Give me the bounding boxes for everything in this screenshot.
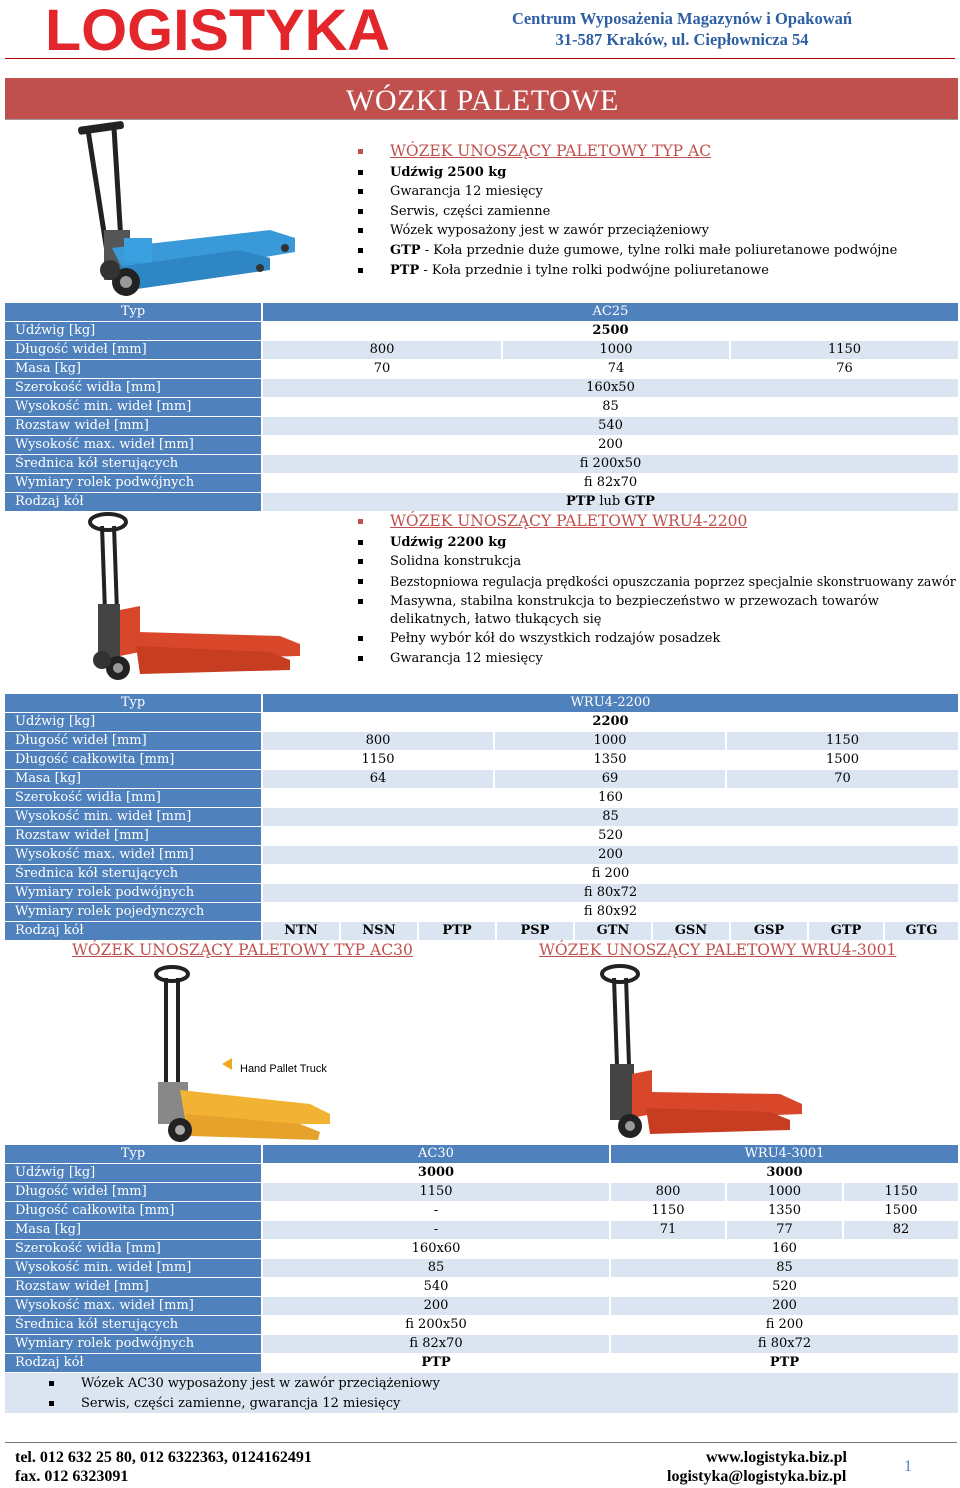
table-row — [5, 827, 958, 846]
table-row — [5, 1278, 958, 1297]
row-label: Rozstaw wideł [mm] — [5, 827, 261, 845]
table-row — [5, 455, 958, 474]
row-value: PTP — [769, 1355, 800, 1370]
row-label: Udźwig [kg] — [5, 1164, 261, 1182]
row-value: 71 — [611, 1221, 725, 1239]
table-row — [5, 922, 958, 941]
row-value: 64 — [263, 770, 493, 788]
row-value: - — [433, 1203, 439, 1218]
row-label: Wysokość max. wideł [mm] — [5, 846, 261, 864]
row-label: Masa [kg] — [5, 360, 261, 378]
row-label: Wysokość min. wideł [mm] — [5, 808, 261, 826]
table-row — [5, 770, 958, 789]
table-row — [5, 865, 958, 884]
row-value: 1150 — [651, 1203, 685, 1218]
row-value: WRU4-3001 — [611, 1145, 958, 1163]
footer-phone: tel. 012 632 25 80, 012 6322363, 0124162491 — [15, 1449, 312, 1466]
row-label: Rozstaw wideł [mm] — [5, 417, 261, 435]
row-label: Typ — [5, 694, 261, 712]
list-item: PTP - Koła przednie i tylne rolki podwójne poliuretanowe — [358, 261, 958, 281]
row-value: 1150 — [844, 1183, 958, 1201]
row-value: 200 — [263, 846, 958, 864]
row-value: AC30 — [263, 1145, 609, 1163]
row-value: PSP — [497, 922, 573, 940]
row-value: fi 200x50 — [405, 1317, 467, 1332]
page-number: 1 — [904, 1458, 912, 1475]
row-label: Wysokość min. wideł [mm] — [5, 398, 261, 416]
red-pallet-truck-3001-image — [580, 964, 810, 1146]
row-value: 160x50 — [263, 379, 958, 397]
table-row — [5, 884, 958, 903]
row-value: 85 — [602, 399, 619, 414]
row-label: Wysokość max. wideł [mm] — [5, 436, 261, 454]
row-value: 1500 — [825, 752, 860, 767]
row-label: Długość wideł [mm] — [5, 1183, 261, 1201]
row-label: Rodzaj kół — [5, 1354, 261, 1372]
row-value: 200 — [263, 1297, 609, 1315]
row-label: Udźwig [kg] — [5, 322, 261, 340]
svg-text:LOGISTYKA: LOGISTYKA — [45, 4, 390, 54]
footer-fax: fax. 012 6323091 — [15, 1468, 129, 1485]
row-value: 3000 — [766, 1165, 803, 1180]
notes-list — [49, 1374, 749, 1413]
row-value: NSN — [341, 922, 417, 940]
table-row — [5, 436, 958, 455]
row-value: 3000 — [417, 1165, 455, 1180]
row-value: fi 200 — [765, 1317, 804, 1332]
list-item: Serwis, części zamienne — [358, 202, 958, 222]
row-value: 800 — [611, 1183, 725, 1201]
row-value: fi 82x70 — [263, 1335, 609, 1353]
row-value: 2200 — [592, 714, 629, 729]
row-value: GSP — [731, 922, 807, 940]
table-row — [5, 1354, 958, 1373]
row-value: 69 — [495, 770, 725, 788]
row-value: NTN — [263, 922, 339, 940]
row-label: Długość całkowita [mm] — [5, 751, 261, 769]
table-row — [5, 1259, 958, 1278]
row-label: Wysokość min. wideł [mm] — [5, 1259, 261, 1277]
row-label: Długość wideł [mm] — [5, 732, 261, 750]
row-value: 1150 — [731, 341, 958, 359]
company-name: Centrum Wyposażenia Magazynów i Opakowań — [511, 9, 853, 28]
row-label: Masa [kg] — [5, 1221, 261, 1239]
row-label: Długość wideł [mm] — [5, 341, 261, 359]
table-row — [5, 846, 958, 865]
row-label: Szerokość widła [mm] — [5, 789, 261, 807]
list-item: Serwis, części zamienne, gwarancja 12 miesięcy — [49, 1394, 749, 1414]
row-value: GTG — [885, 922, 958, 940]
header-divider — [5, 58, 955, 59]
row-label: Wymiary rolek podwójnych — [5, 884, 261, 902]
row-value: 520 — [598, 828, 623, 843]
table-row — [5, 903, 958, 922]
red-pallet-truck-image — [80, 512, 310, 684]
row-value: - — [263, 1221, 609, 1239]
row-value: 200 — [598, 437, 623, 452]
row-value: 85 — [263, 1259, 609, 1277]
table-row — [5, 322, 958, 341]
table-row — [5, 1297, 958, 1316]
row-value: 160x60 — [411, 1241, 461, 1256]
table-header-row — [5, 1145, 958, 1164]
row-value: 85 — [611, 1259, 958, 1277]
table-row — [5, 713, 958, 732]
list-item: Pełny wybór kół do wszystkich rodzajów posadzek — [358, 629, 958, 649]
row-label: Szerokość widła [mm] — [5, 379, 261, 397]
row-value: GTP — [809, 922, 883, 940]
row-label: Rodzaj kół — [5, 493, 261, 511]
table-row — [5, 751, 958, 770]
list-item: Udźwig 2500 kg — [358, 163, 958, 183]
row-value: 200 — [611, 1297, 958, 1315]
row-value: PTP — [419, 922, 495, 940]
table-row — [5, 1164, 958, 1183]
row-value: fi 200x50 — [263, 455, 958, 473]
row-value: 1500 — [884, 1203, 918, 1218]
ac-feature-list — [358, 142, 958, 280]
table-row — [5, 1240, 958, 1259]
row-value: 1350 — [593, 752, 627, 767]
row-value: PTP lub GTP — [263, 493, 958, 511]
row-value: 74 — [607, 361, 625, 376]
ac30-title: WÓZEK UNOSZĄCY PALETOWY TYP AC30 — [72, 941, 413, 959]
list-item: Wózek wyposażony jest w zawór przeciążeniowy — [358, 221, 958, 241]
row-value: fi 80x92 — [583, 904, 638, 919]
row-label: Rozstaw wideł [mm] — [5, 1278, 261, 1296]
table-row — [5, 341, 958, 360]
table-row — [5, 732, 958, 751]
row-value: 800 — [263, 341, 501, 359]
row-value: 800 — [263, 732, 493, 750]
row-label: Średnica kół sterujących — [5, 455, 261, 473]
list-item: Wózek AC30 wyposażony jest w zawór przeciążeniowy — [49, 1374, 749, 1394]
table-row — [5, 417, 958, 436]
footer-divider — [5, 1442, 957, 1443]
row-value: fi 200 — [591, 866, 630, 881]
list-item: GTP - Koła przednie duże gumowe, tylne rolki małe poliuretanowe podwójne — [358, 241, 958, 261]
blue-pallet-truck-image — [70, 120, 300, 302]
list-item: Solidna konstrukcja — [358, 552, 958, 572]
row-value: 540 — [423, 1279, 449, 1294]
row-value: GTN — [575, 922, 651, 940]
list-item: Gwarancja 12 miesięcy — [358, 182, 958, 202]
row-value: fi 82x70 — [583, 475, 638, 490]
image-caption: Hand Pallet Truck — [240, 1063, 327, 1075]
table-row — [5, 1221, 958, 1240]
row-value: 160 — [772, 1241, 797, 1256]
row-value: 520 — [772, 1279, 797, 1294]
row-value: 540 — [263, 417, 958, 435]
table-header-row — [5, 694, 958, 713]
table-row — [5, 493, 958, 512]
row-value: 70 — [373, 361, 391, 376]
wru2200-feature-list — [358, 512, 958, 669]
row-value: 82 — [844, 1221, 958, 1239]
table-row — [5, 1316, 958, 1335]
row-value: 1150 — [727, 732, 958, 750]
row-value: 2500 — [592, 323, 629, 338]
row-label: Średnica kół sterujących — [5, 1316, 261, 1334]
row-value: GSN — [653, 922, 729, 940]
table-header-row — [5, 303, 958, 322]
yellow-pallet-truck-image — [130, 964, 350, 1144]
table-row — [5, 398, 958, 417]
table-row — [5, 474, 958, 493]
ac-title: WÓZEK UNOSZĄCY PALETOWY TYP AC — [358, 142, 958, 163]
table-row — [5, 1202, 958, 1221]
row-value: 1150 — [263, 1183, 609, 1201]
company-address: 31-587 Kraków, ul. Ciepłownicza 54 — [555, 30, 809, 49]
row-label: Wymiary rolek podwójnych — [5, 474, 261, 492]
row-label: Rodzaj kół — [5, 922, 261, 940]
row-label: Długość całkowita [mm] — [5, 1202, 261, 1220]
row-value: 1000 — [727, 1183, 842, 1201]
row-value: WRU4-2200 — [263, 694, 958, 712]
page-title: WÓZKI PALETOWE — [346, 84, 619, 117]
row-value: PTP — [421, 1355, 451, 1370]
row-label: Szerokość widła [mm] — [5, 1240, 261, 1258]
row-value: fi 80x72 — [263, 884, 958, 902]
list-item: Bezstopniowa regulacja prędkości opuszczania poprzez specjalnie skonstruowany zawór — [358, 572, 958, 593]
row-label: Wymiary rolek podwójnych — [5, 1335, 261, 1353]
row-label: Wysokość max. wideł [mm] — [5, 1297, 261, 1315]
table-row — [5, 360, 958, 379]
list-item: Udźwig 2200 kg — [358, 533, 958, 553]
row-value: fi 80x72 — [611, 1335, 958, 1353]
row-label: Typ — [5, 1145, 261, 1163]
row-value: 77 — [727, 1221, 842, 1239]
type-value: AC25 — [263, 303, 958, 321]
list-item: Masywna, stabilna konstrukcja to bezpieczeństwo w przewozach towarów delikatnych, łatwo tłukących się — [358, 592, 958, 629]
row-value: 1000 — [495, 732, 725, 750]
table-row — [5, 1183, 958, 1202]
footer-website[interactable]: www.logistyka.biz.pl — [706, 1449, 847, 1466]
table-row — [5, 1335, 958, 1354]
row-value: 1350 — [767, 1203, 802, 1218]
row-value: 1000 — [503, 341, 729, 359]
row-value: 70 — [727, 770, 958, 788]
row-value: 85 — [263, 808, 958, 826]
row-value: 76 — [836, 361, 853, 376]
list-item: Gwarancja 12 miesięcy — [358, 649, 958, 669]
wru3001-title: WÓZEK UNOSZĄCY PALETOWY WRU4-3001 — [539, 941, 897, 959]
wru2200-title: WÓZEK UNOSZĄCY PALETOWY WRU4-2200 — [358, 512, 958, 533]
row-label: Wymiary rolek pojedynczych — [5, 903, 261, 921]
row-label: Udźwig [kg] — [5, 713, 261, 731]
row-label: Średnica kół sterujących — [5, 865, 261, 883]
type-label: Typ — [5, 303, 261, 321]
row-label: Masa [kg] — [5, 770, 261, 788]
table-row — [5, 379, 958, 398]
table-row — [5, 808, 958, 827]
footer-email[interactable]: logistyka@logistyka.biz.pl — [667, 1468, 847, 1485]
logistyka-logo — [45, 4, 390, 54]
row-value: 160 — [598, 790, 623, 805]
table-row — [5, 789, 958, 808]
row-value: 1150 — [361, 752, 395, 767]
